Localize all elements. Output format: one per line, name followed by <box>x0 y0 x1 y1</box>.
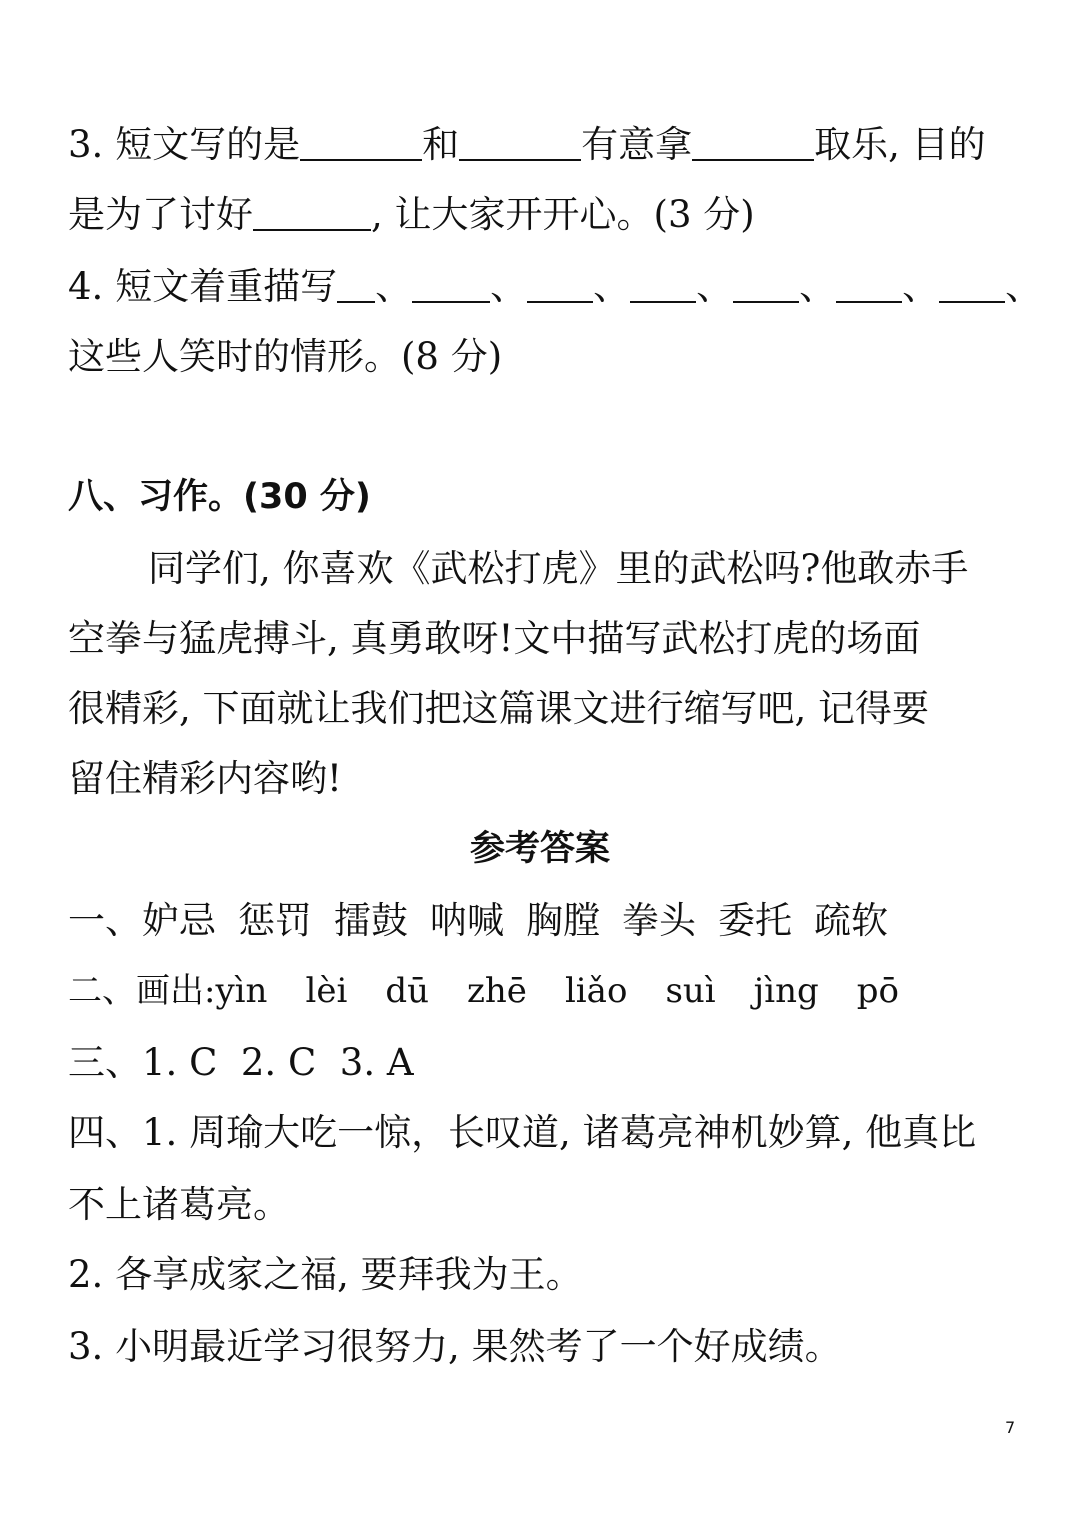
answer-four-1-line1: 四、1. 周瑜大吃一惊，长叹道, 诸葛亮神机妙算, 他真比 <box>68 1111 977 1154</box>
section8-para-line-3: 很精彩, 下面就让我们把这篇课文进行缩写吧, 记得要 <box>68 687 930 730</box>
q3-line2-suffix: , 让大家开开心。(3 分) <box>371 193 755 236</box>
q4-sep: 、 <box>902 265 940 308</box>
q4-line1 <box>68 265 1043 308</box>
section8-para-line-1: 同学们, 你喜欢《武松打虎》里的武松吗?他敢赤手 <box>148 547 969 590</box>
answer-word: 呐喊 <box>430 899 504 942</box>
answer-four-2: 2. 各享成家之福, 要拜我为王。 <box>68 1253 583 1296</box>
answer-pinyin: yìn <box>215 971 268 1011</box>
answer-four-3: 3. 小明最近学习很努力, 果然考了一个好成绩。 <box>68 1325 842 1368</box>
answer-two-label: 二、画出: <box>68 971 216 1011</box>
q4-blank-7[interactable] <box>939 271 1005 303</box>
answer-pinyin: liǎo <box>564 971 628 1011</box>
q4-blank-6[interactable] <box>836 271 902 303</box>
answer-pinyin: lèi <box>305 971 348 1011</box>
answers-title: 参考答案 <box>469 829 610 869</box>
answer-one <box>68 899 910 942</box>
section8-para-line-2: 空拳与猛虎搏斗, 真勇敢呀!文中描写武松打虎的场面 <box>68 617 921 660</box>
answer-pinyin: zhē <box>467 971 527 1011</box>
answer-pinyin: suì <box>665 971 716 1011</box>
q3-blank-3[interactable] <box>692 129 814 161</box>
q4-blank-4[interactable] <box>630 271 696 303</box>
answer-pinyin: pō <box>856 971 899 1011</box>
q4-sep: 、 <box>490 265 528 308</box>
q3-prefix: 3. 短文写的是 <box>68 123 301 166</box>
q4-sep: 、 <box>799 265 837 308</box>
answer-word: 拳头 <box>622 899 696 942</box>
answer-word: 擂鼓 <box>334 899 408 942</box>
answer-word: 惩罚 <box>238 899 312 942</box>
q4-sep: 、 <box>1005 265 1043 308</box>
q3-suffix: 取乐, 目的 <box>814 123 986 166</box>
q4-prefix: 4. 短文着重描写 <box>68 265 338 308</box>
q4-sep: 、 <box>375 265 413 308</box>
section8-para-line-4: 留住精彩内容哟! <box>68 757 342 800</box>
answer-four-1-line2: 不上诸葛亮。 <box>68 1183 290 1226</box>
q4-blank-1[interactable] <box>337 271 375 303</box>
answer-three: 三、1. C 2. C 3. A <box>68 1041 414 1084</box>
answer-pinyin: dū <box>385 971 429 1011</box>
q3-line2-prefix: 是为了讨好 <box>68 193 253 236</box>
q4-line2: 这些人笑时的情形。(8 分) <box>68 335 503 378</box>
page-number: 7 <box>1005 1418 1016 1437</box>
q4-sep: 、 <box>593 265 631 308</box>
q3-blank-4[interactable] <box>253 199 371 231</box>
q3-mid: 有意拿 <box>581 123 693 166</box>
answer-word: 妒忌 <box>142 899 216 942</box>
q3-line1 <box>68 123 986 166</box>
q3-blank-1[interactable] <box>300 129 422 161</box>
q4-blank-2[interactable] <box>412 271 490 303</box>
section8-heading: 八、习作。(30 分) <box>68 477 371 517</box>
answer-word: 疏软 <box>814 899 888 942</box>
answer-pinyin: jìng <box>753 971 819 1011</box>
answer-two <box>68 971 899 1011</box>
answer-one-label: 一、 <box>68 899 142 942</box>
answer-word: 胸膛 <box>526 899 600 942</box>
answer-word: 委托 <box>718 899 792 942</box>
q3-and: 和 <box>422 123 460 166</box>
q3-blank-2[interactable] <box>459 129 581 161</box>
q4-sep: 、 <box>696 265 734 308</box>
q4-blank-3[interactable] <box>527 271 593 303</box>
q4-blank-5[interactable] <box>733 271 799 303</box>
q3-line2 <box>68 193 755 236</box>
